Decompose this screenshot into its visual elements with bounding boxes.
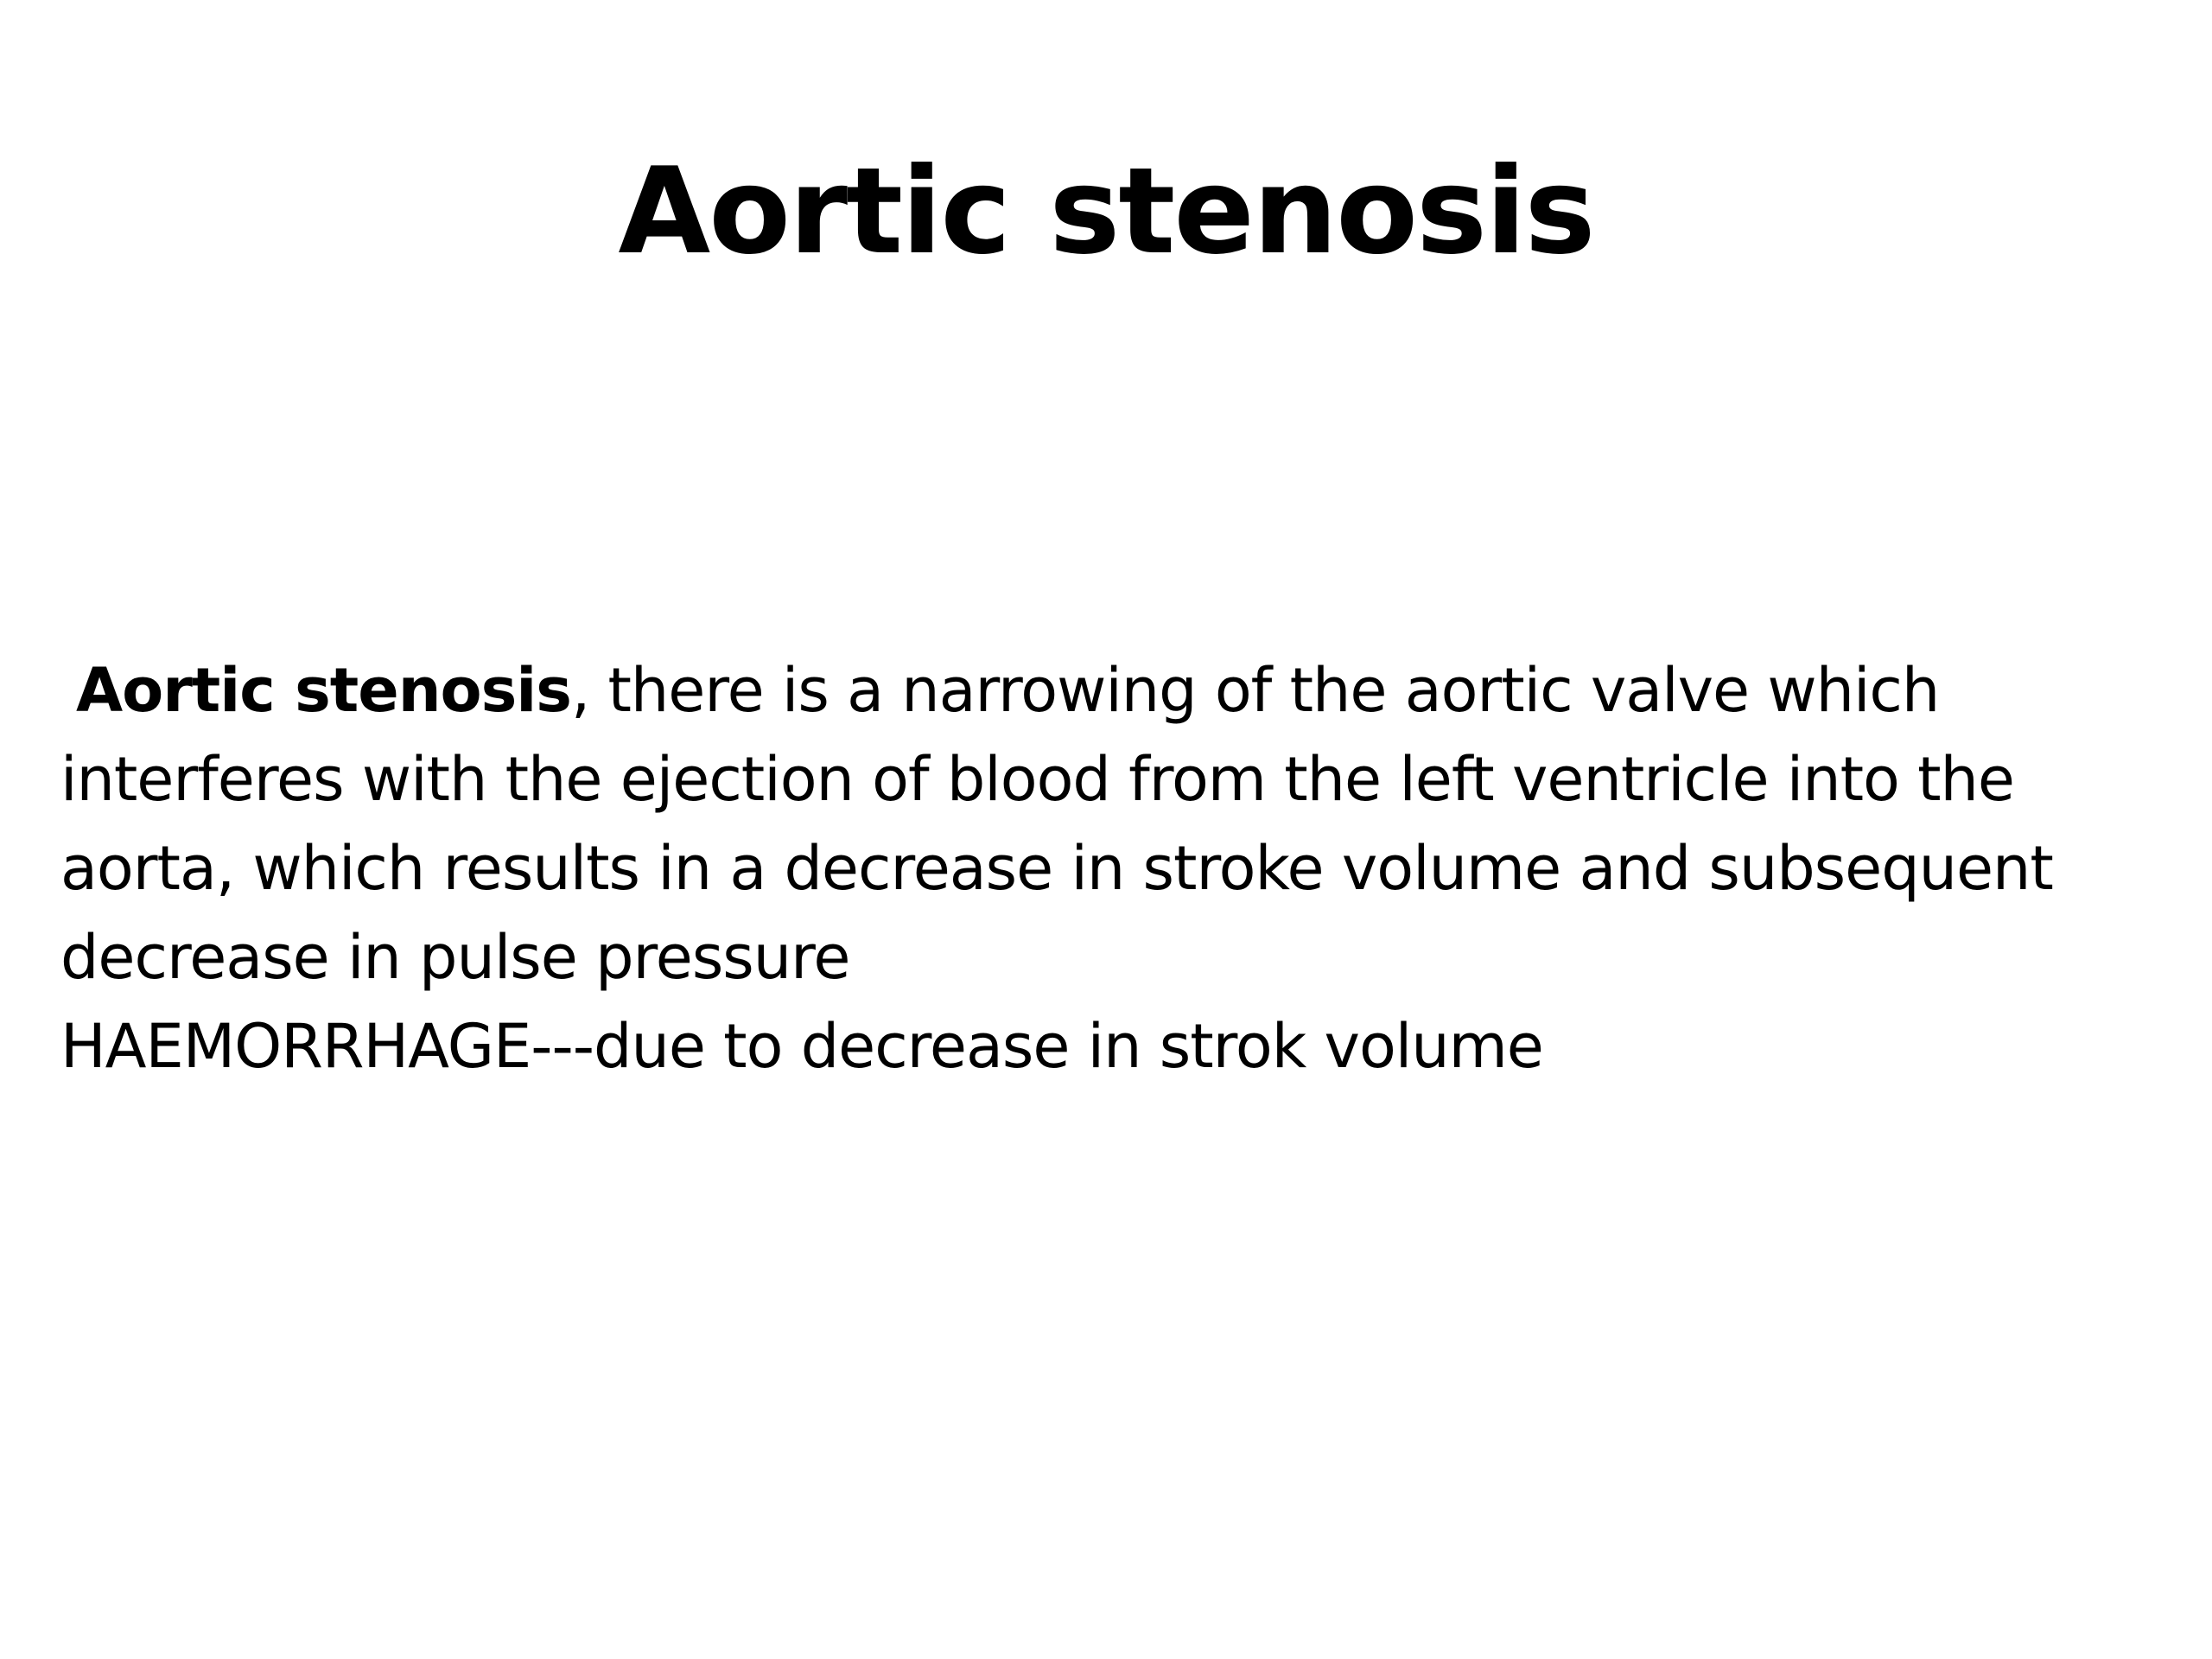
slide-body [60, 646, 2169, 1091]
body-line-4: decrease in pulse pressure [60, 922, 850, 993]
body-line-2: interferes with the ejection of blood from the left ventricle into the [60, 744, 2014, 815]
body-line-1 [60, 646, 2169, 735]
body-line-3: aorta, which results in a decrease in stroke volume and subsequent [60, 833, 2053, 904]
body-line-5: HAEMORRHAGE---due to decrease in strok volume [60, 1011, 1543, 1082]
slide-title: Aortic stenosis [618, 142, 1594, 281]
body-line-1-text: , there is a narrowing of the aortic valve which [570, 655, 1940, 726]
bold-term: Aortic stenosis [76, 655, 571, 726]
